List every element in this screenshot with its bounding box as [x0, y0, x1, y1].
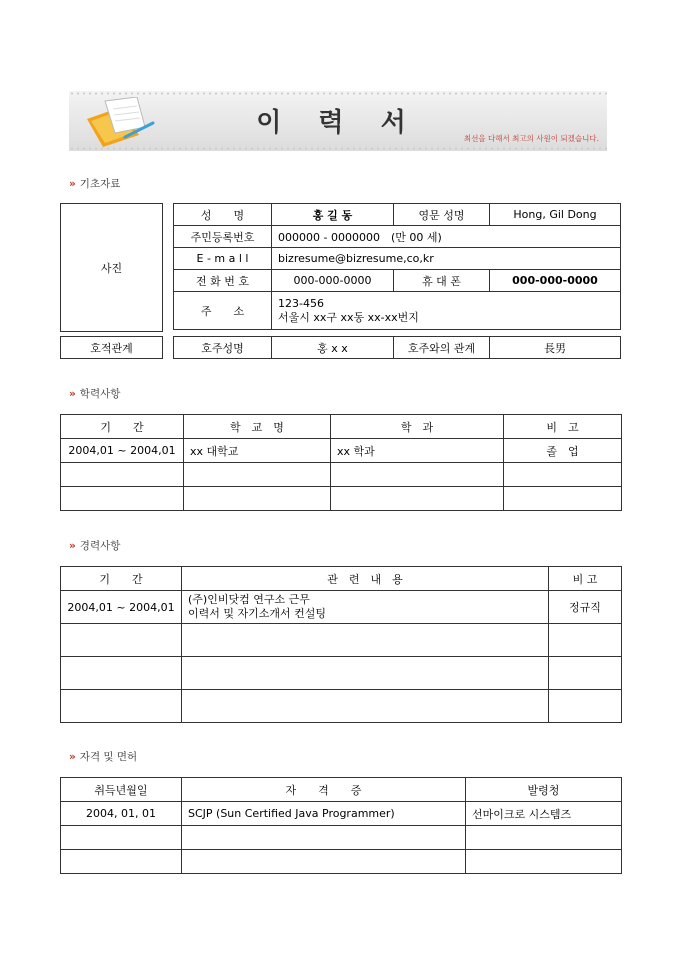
license-name: SCJP (Sun Certified Java Programmer)	[182, 802, 466, 826]
name-value: 홍 길 동	[272, 204, 394, 226]
relation-label: 호주와의 관계	[394, 337, 490, 359]
career-table	[60, 566, 622, 723]
table-cell	[61, 463, 184, 487]
section-license-label: 자격 및 면허	[79, 751, 138, 763]
table-row	[61, 826, 622, 850]
table-cell	[549, 690, 622, 723]
table-row	[61, 802, 622, 826]
career-header-note: 비 고	[549, 567, 622, 591]
license-date: 2004, 01, 01	[61, 802, 182, 826]
basic-info-table	[173, 203, 621, 330]
relation-value: 長男	[490, 337, 621, 359]
table-cell	[182, 690, 549, 723]
table-cell	[182, 826, 466, 850]
table-cell	[184, 463, 331, 487]
table-cell	[61, 487, 184, 511]
double-chevron-icon: »	[69, 388, 76, 400]
career-header-content: 관 련 내 용	[182, 567, 549, 591]
banner-slogan: 최선을 다해서 최고의 사원이 되겠습니다.	[463, 134, 599, 143]
section-license-heading	[69, 749, 137, 764]
table-cell	[331, 463, 504, 487]
table-cell	[61, 850, 182, 874]
table-row	[61, 850, 622, 874]
table-cell	[61, 690, 182, 723]
license-table	[60, 777, 622, 874]
education-note: 졸 업	[504, 439, 622, 463]
education-school: xx 대학교	[184, 439, 331, 463]
table-cell	[182, 657, 549, 690]
table-cell	[549, 624, 622, 657]
head-name-label: 호주성명	[174, 337, 272, 359]
email-label: E - m a l l	[174, 248, 272, 270]
table-cell	[504, 463, 622, 487]
address-value	[272, 292, 621, 330]
table-cell	[182, 624, 549, 657]
address-label: 주 소	[174, 292, 272, 330]
education-header-school: 학 교 명	[184, 415, 331, 439]
section-education-heading	[69, 386, 120, 401]
head-name-value: 홍 x x	[272, 337, 394, 359]
family-relation-label: 호적관계	[61, 337, 163, 359]
table-row	[61, 624, 622, 657]
license-issuer: 선마이크로 시스템즈	[466, 802, 622, 826]
education-table	[60, 414, 622, 511]
section-basic-label: 기초자료	[79, 178, 121, 190]
section-career-label: 경력사항	[79, 540, 121, 552]
photo-table	[60, 203, 163, 332]
address-line-2: 서울시 xx구 xx동 xx-xx번지	[278, 310, 419, 324]
resident-number-label: 주민등록번호	[174, 226, 272, 248]
name-label: 성 명	[174, 204, 272, 226]
phone-label: 전 화 번 호	[174, 270, 272, 292]
banner-top-border	[69, 91, 607, 96]
career-header-period: 기 간	[61, 567, 182, 591]
mobile-value: 000-000-0000	[490, 270, 621, 292]
license-header-name: 자 격 증	[182, 778, 466, 802]
family-table	[173, 336, 621, 359]
career-content-line-2: 이력서 및 자기소개서 컨설팅	[188, 607, 327, 620]
photo-placeholder: 사진	[61, 204, 163, 332]
table-row	[61, 439, 622, 463]
table-cell	[466, 826, 622, 850]
page-title: 이 력 서	[256, 108, 420, 138]
table-cell	[184, 487, 331, 511]
table-row	[61, 591, 622, 624]
license-header-date: 취득년월일	[61, 778, 182, 802]
table-cell	[549, 657, 622, 690]
family-label-table	[60, 336, 163, 359]
table-cell	[331, 487, 504, 511]
mobile-label: 휴 대 폰	[394, 270, 490, 292]
address-line-1: 123-456	[278, 296, 324, 310]
education-period: 2004,01 ~ 2004,01	[61, 439, 184, 463]
career-content-line-1: (주)인비닷컴 연구소 근무	[188, 593, 310, 606]
table-cell	[61, 624, 182, 657]
resident-number-value: 000000 - 0000000 (만 00 세)	[272, 226, 621, 248]
education-major: xx 학과	[331, 439, 504, 463]
table-row	[61, 463, 622, 487]
career-note: 정규직	[549, 591, 622, 624]
table-cell	[504, 487, 622, 511]
eng-name-label: 영문 성명	[394, 204, 490, 226]
eng-name-value: Hong, Gil Dong	[490, 204, 621, 226]
double-chevron-icon: »	[69, 178, 76, 190]
section-basic-heading	[69, 176, 120, 191]
table-cell	[61, 826, 182, 850]
resume-banner	[69, 91, 607, 151]
license-header-issuer: 발령청	[466, 778, 622, 802]
banner-bottom-border	[69, 146, 607, 151]
table-cell	[466, 850, 622, 874]
email-value: bizresume@bizresume,co,kr	[272, 248, 621, 270]
table-cell	[182, 850, 466, 874]
section-career-heading	[69, 538, 120, 553]
career-content	[182, 591, 549, 624]
double-chevron-icon: »	[69, 540, 76, 552]
phone-value: 000-000-0000	[272, 270, 394, 292]
table-row	[61, 657, 622, 690]
table-row	[61, 487, 622, 511]
table-cell	[61, 657, 182, 690]
table-row	[61, 690, 622, 723]
education-header-note: 비 고	[504, 415, 622, 439]
section-education-label: 학력사항	[79, 388, 121, 400]
education-header-period: 기 간	[61, 415, 184, 439]
double-chevron-icon: »	[69, 751, 76, 763]
career-period: 2004,01 ~ 2004,01	[61, 591, 182, 624]
education-header-major: 학 과	[331, 415, 504, 439]
